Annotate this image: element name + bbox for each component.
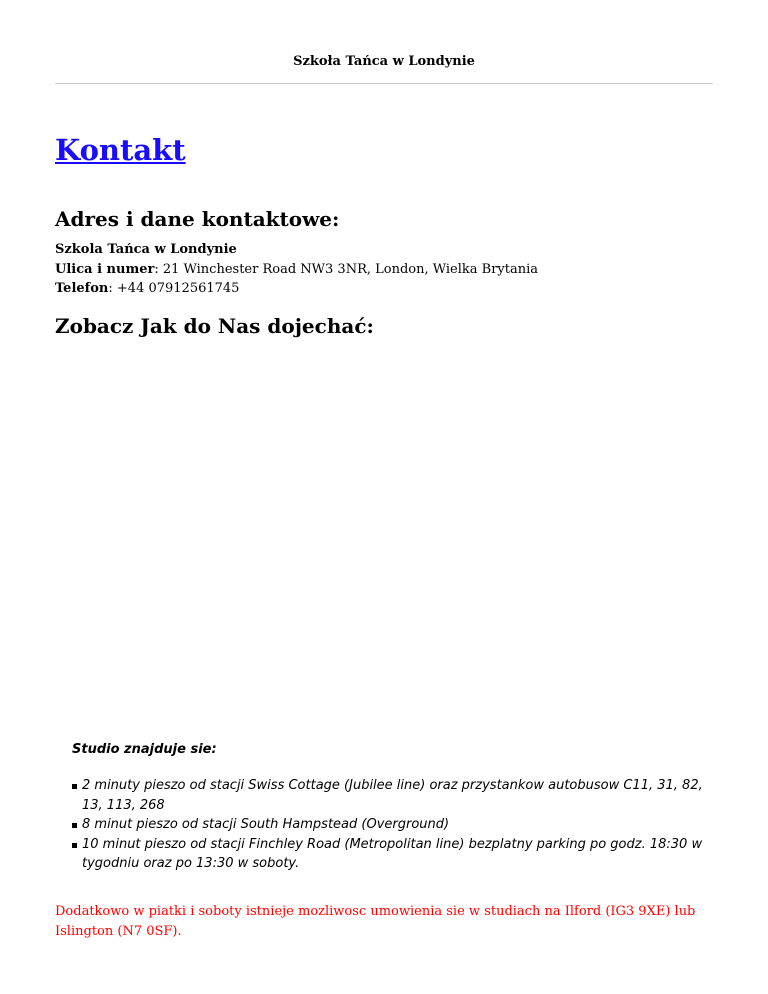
contact-details <box>55 240 538 299</box>
street-line <box>55 260 538 280</box>
street-value: : 21 Winchester Road NW3 3NR, London, Wielka Brytania <box>154 261 539 277</box>
header-divider <box>55 83 713 84</box>
site-header: Szkoła Tańca w Londynie <box>293 54 475 69</box>
extra-locations-note: Dodatkowo w piatki i soboty istnieje mozliwosc umowienia sie w studiach na Ilford (IG3 9XE) lub Islington (N7 0SF). <box>55 904 696 939</box>
phone-value: : +44 07912561745 <box>108 281 240 296</box>
list-item: 8 minut pieszo od stacji South Hampstead (Overground) <box>55 815 715 835</box>
page-title-link[interactable]: Kontakt <box>55 133 186 167</box>
phone-label: Telefon <box>55 281 109 296</box>
list-item: 10 minut pieszo od stacji Finchley Road (Metropolitan line) bezplatny parking po godz. 18:30 w tygodniu oraz po 13:30 w soboty. <box>55 835 715 874</box>
list-item: 2 minuty pieszo od stacji Swiss Cottage (Jubilee line) oraz przystankow autobusow C11, 31, 82, 13, 113, 268 <box>55 776 715 815</box>
map-placeholder <box>55 350 713 730</box>
phone-line <box>55 279 538 299</box>
address-heading: Adres i dane kontaktowe: <box>55 207 340 231</box>
directions-list <box>55 776 715 874</box>
school-name: Szkola Tańca w Londynie <box>55 242 237 257</box>
directions-heading: Zobacz Jak do Nas dojechać: <box>55 314 374 338</box>
studio-heading: Studio znajduje sie: <box>72 742 217 757</box>
street-label: Ulica i numer <box>55 261 155 277</box>
school-name-line <box>55 240 538 260</box>
